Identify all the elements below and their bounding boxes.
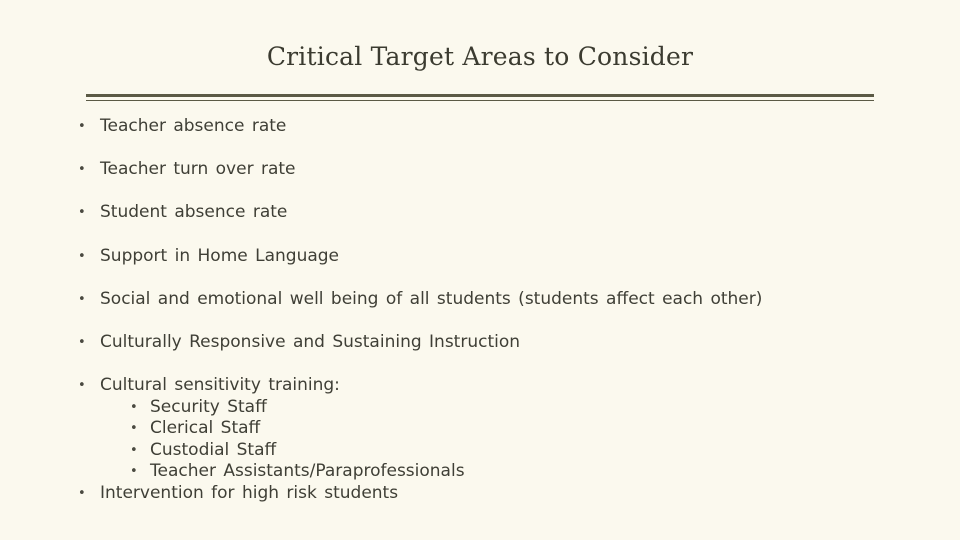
slide-title: Critical Target Areas to Consider [266,42,694,71]
title-divider-thick [86,94,874,97]
sub-bullet-item: • Security Staff [150,397,267,417]
bullet-item: • Culturally Responsive and Sustaining Instruction [100,332,520,352]
title-divider-thin [86,100,874,101]
bullet-item: • Intervention for high risk students [100,483,398,503]
bullet-item: • Social and emotional well being of all students (students affect each other) [100,289,762,309]
bullet-item: • Support in Home Language [100,246,339,266]
sub-bullet-item: • Teacher Assistants/Paraprofessionals [150,461,465,481]
bullet-item: • Student absence rate [100,202,287,222]
bullet-item: • Teacher absence rate [100,116,286,136]
bullet-item: • Teacher turn over rate [100,159,296,179]
bullet-item: • Cultural sensitivity training: [100,375,340,395]
sub-bullet-item: • Clerical Staff [150,418,260,438]
sub-bullet-item: • Custodial Staff [150,440,276,460]
